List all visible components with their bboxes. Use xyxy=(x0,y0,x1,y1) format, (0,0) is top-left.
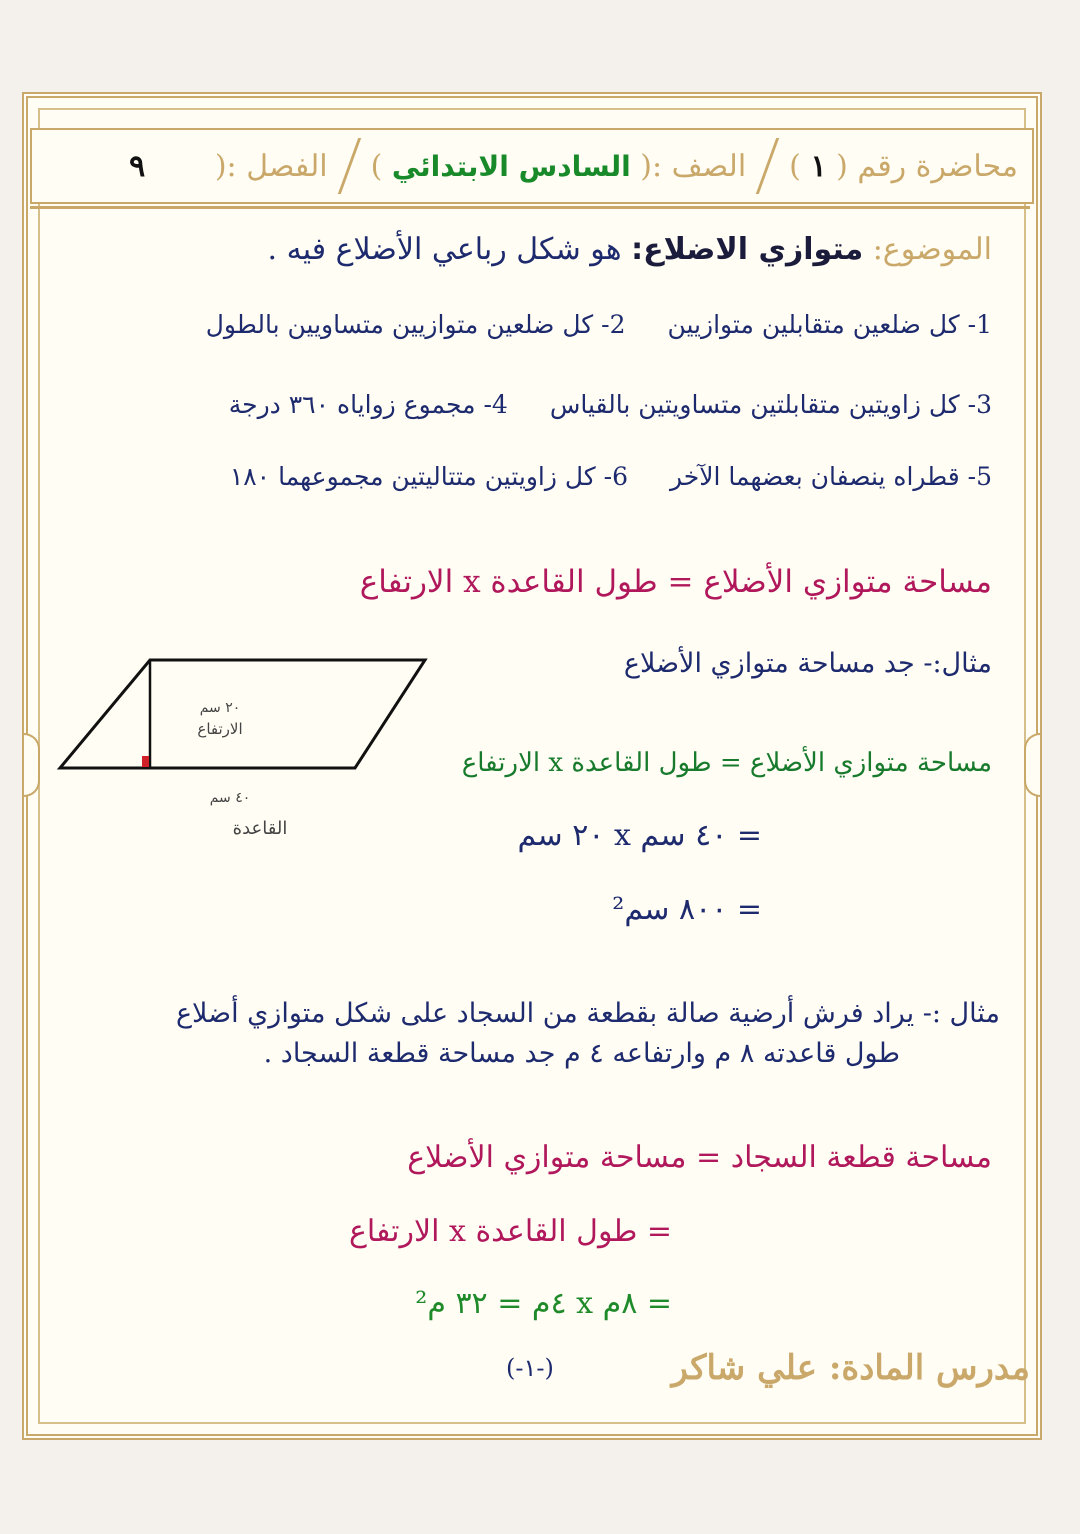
header-separator xyxy=(30,206,1030,209)
property-2: 2- كل ضلعين متوازيين متساويين بالطول xyxy=(205,310,626,339)
left-edge-tab xyxy=(24,733,40,797)
property-4: 4- مجموع زواياه ٣٦٠ درجة xyxy=(228,390,508,419)
property-5: 5- قطراه ينصفان بعضهما الآخر xyxy=(670,462,992,491)
parallelogram-shape xyxy=(60,660,425,768)
header-bar xyxy=(30,128,1034,204)
properties-row-1 xyxy=(206,310,992,339)
class-field: الصف :( السادس الابتدائي ) xyxy=(370,148,747,184)
base-value: ٤٠ سم xyxy=(209,790,251,806)
lecture-number: محاضرة رقم ( ١ ) xyxy=(789,148,1018,184)
example1-prompt: مثال:- جد مساحة متوازي الأضلاع xyxy=(623,648,992,679)
area-formula: مساحة متوازي الأضلاع = طول القاعدة x الارتفاع xyxy=(359,564,992,600)
right-edge-tab xyxy=(1024,733,1040,797)
term-field: الفصل :( ٩ xyxy=(129,148,328,184)
example1-step1: مساحة متوازي الأضلاع = طول القاعدة x الارتفاع xyxy=(461,748,992,778)
example2-step1: مساحة قطعة السجاد = مساحة متوازي الأضلاع xyxy=(407,1140,992,1175)
properties-row-3 xyxy=(230,462,992,491)
page-number: (-١-) xyxy=(506,1354,554,1382)
parallelogram-diagram xyxy=(50,650,450,850)
teacher-signature: مدرس المادة: علي شاكر xyxy=(671,1348,1030,1388)
properties-row-2 xyxy=(229,390,992,419)
topic-line: الموضوع: متوازي الاضلاع: هو شكل رباعي الأضلاع فيه . xyxy=(267,232,992,267)
base-label: القاعدة xyxy=(232,818,288,839)
height-value: ٢٠ سم xyxy=(199,700,241,716)
height-label: الارتفاع xyxy=(197,720,243,738)
example1-step3: = ٨٠٠ سم² xyxy=(612,892,762,927)
example2-step3: = ٨م x ٤م = ٣٢ م² xyxy=(415,1286,672,1321)
property-6: 6- كل زاويتين متتاليتين مجموعهما ١٨٠ xyxy=(229,462,628,491)
example2-step2: = طول القاعدة x الارتفاع xyxy=(348,1214,672,1249)
property-3: 3- كل زاويتين متقابلتين متساويتين بالقياس xyxy=(549,390,992,419)
property-1: 1- كل ضلعين متقابلين متوازيين xyxy=(667,310,992,339)
right-angle-marker xyxy=(142,756,149,767)
example2-prompt-line1: مثال :- يراد فرش أرضية صالة بقطعة من السجاد على شكل متوازي أضلاع xyxy=(175,998,1000,1029)
example2-prompt-line2: طول قاعدته ٨ م وارتفاعه ٤ م جد مساحة قطعة السجاد . xyxy=(263,1038,900,1069)
example1-step2: = ٤٠ سم x ٢٠ سم xyxy=(517,818,762,853)
